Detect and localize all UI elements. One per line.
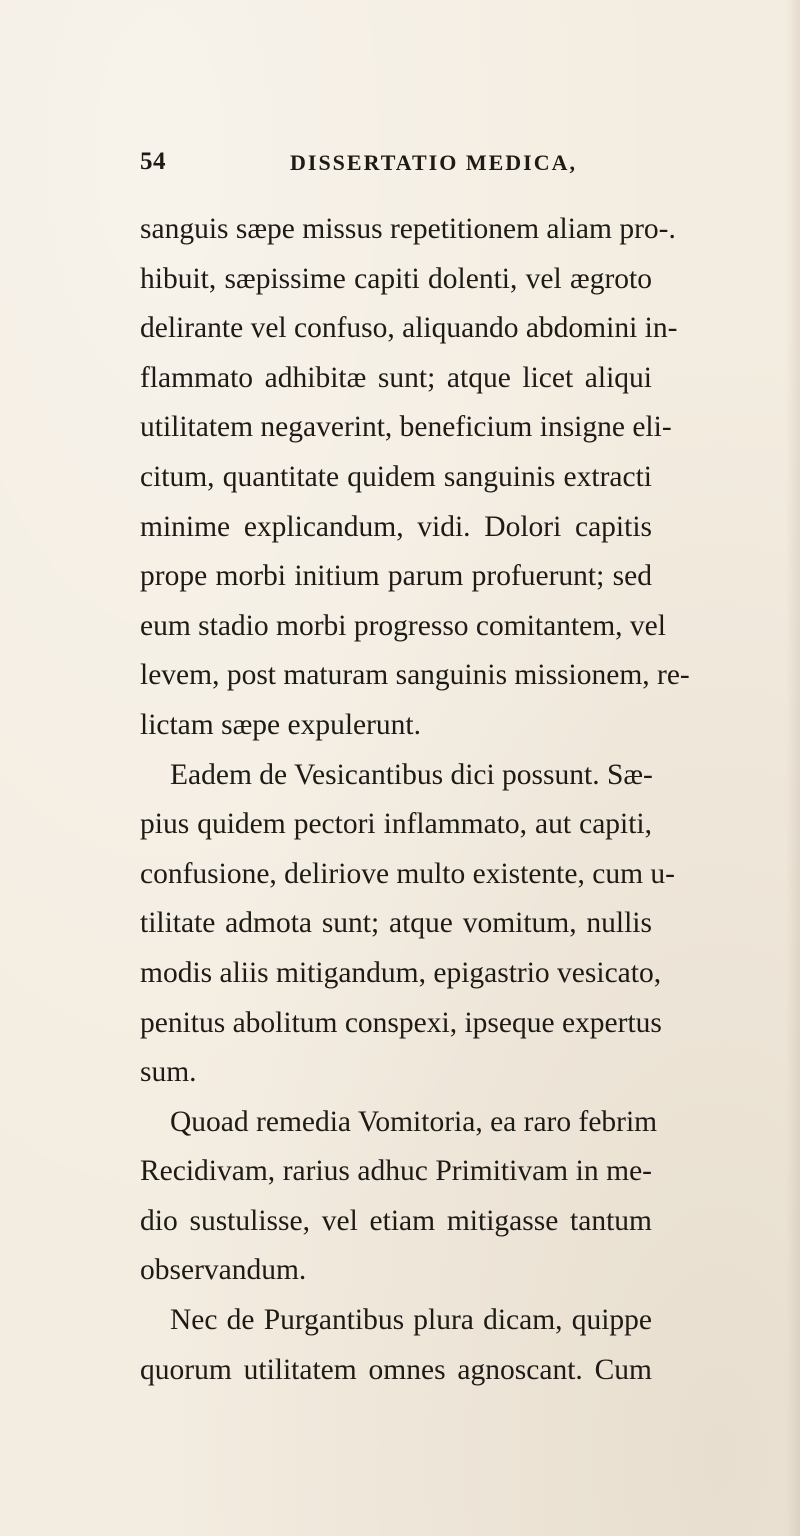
text-line: modis aliis mitigandum, epigastrio vesicato, (140, 956, 662, 989)
text-line: Recidivam, rarius adhuc Primitivam in me- (140, 1155, 652, 1188)
text-line: tilitate admota sunt; atque vomitum, nullis (140, 907, 652, 940)
text-line: utilitatem negaverint, beneficium insigne eli- (140, 411, 672, 444)
text-line: delirante vel confuso, aliquando abdomini in- (140, 312, 678, 345)
text-line: observandum. (140, 1254, 307, 1287)
page-edge-shadow (786, 0, 800, 1536)
page-header (140, 148, 660, 188)
text-line: eum stadio morbi progresso comitantem, vel (140, 609, 666, 642)
body-text (140, 205, 690, 1395)
text-line: penitus abolitum conspexi, ipseque expertus (140, 1006, 662, 1039)
text-line: sum. (140, 1056, 197, 1089)
text-line: hibuit, sæpissime capiti dolenti, vel ægroto (140, 262, 652, 295)
text-line: Quoad remedia Vomitoria, ea raro febrim (170, 1105, 658, 1138)
text-line: dio sustulisse, vel etiam mitigasse tantum (140, 1204, 652, 1237)
running-head: DISSERTATIO MEDICA, (290, 150, 578, 175)
text-line: lictam sæpe expulerunt. (140, 708, 421, 741)
text-line: minime explicandum, vidi. Dolori capitis (140, 510, 652, 543)
text-line: confusione, deliriove multo existente, cum u- (140, 857, 675, 890)
text-line: Nec de Purgantibus plura dicam, quippe (170, 1304, 652, 1337)
text-line: pius quidem pectori inflammato, aut capiti, (140, 808, 652, 841)
text-line: quorum utilitatem omnes agnoscant. Cum (140, 1353, 652, 1386)
page-number: 54 (140, 148, 166, 175)
text-line: Eadem de Vesicantibus dici possunt. Sæ- (170, 758, 653, 791)
text-line: flammato adhibitæ sunt; atque licet aliqui (140, 361, 652, 394)
text-line: citum, quantitate quidem sanguinis extracti (140, 460, 652, 493)
text-line: levem, post maturam sanguinis missionem, re- (140, 659, 690, 692)
text-line: prope morbi initium parum profuerunt; sed (140, 560, 652, 593)
text-line: sanguis sæpe missus repetitionem aliam pro-. (140, 213, 676, 245)
